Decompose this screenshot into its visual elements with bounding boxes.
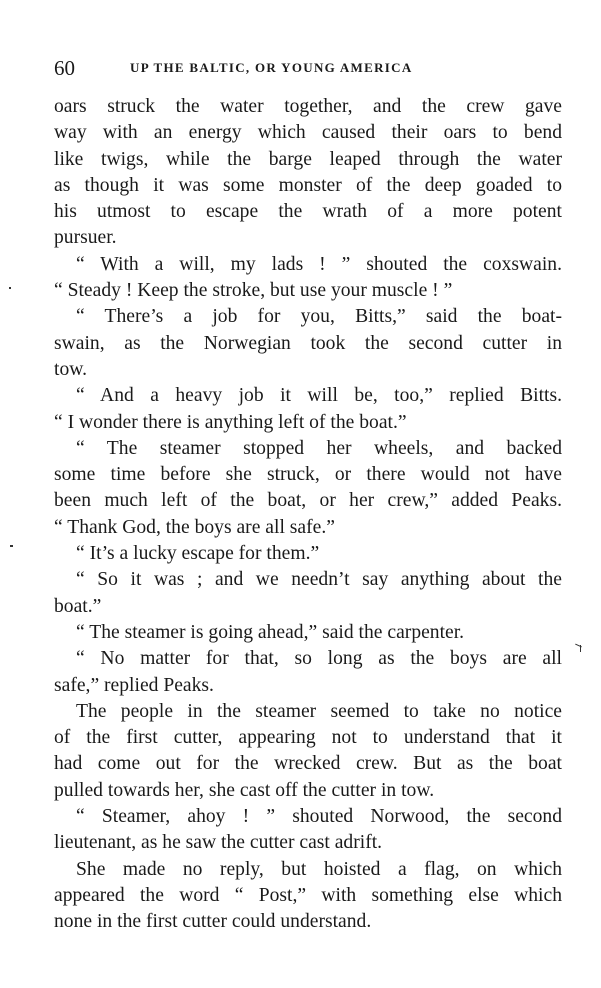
text-line: safe,” replied Peaks. [54, 674, 214, 696]
text-line: tow. [54, 358, 88, 380]
text-line: way with an energy which caused their oars to bend [54, 122, 562, 144]
text-line: The people in the steamer seemed to take no notice [76, 700, 562, 722]
text-line: as though it was some monster of the deep goaded to [54, 174, 562, 196]
page-number: 60 [54, 56, 75, 80]
text-line: pulled towards her, she cast off the cutter in tow. [54, 779, 435, 801]
text-line: “ I wonder there is anything left of the boat.” [54, 411, 407, 433]
text-line: none in the first cutter could understand. [54, 911, 372, 933]
text-line: swain, as the Norwegian took the second cutter in [54, 332, 562, 354]
text-line: “ No matter for that, so long as the boys are all [76, 648, 562, 670]
text-line: appeared the word “ Post,” with something else which [54, 884, 562, 906]
body-text [54, 94, 562, 936]
text-line: pursuer. [54, 227, 117, 249]
text-line: been much left of the boat, or her crew,” added Peaks. [54, 490, 562, 512]
text-line: oars struck the water together, and the crew gave [54, 96, 562, 117]
text-line: like twigs, while the barge leaped through the water [54, 148, 562, 170]
text-line: “ And a heavy job it will be, too,” replied Bitts. [76, 385, 562, 407]
margin-mark [9, 287, 11, 289]
text-line: “ Steady ! Keep the stroke, but use your muscle ! ” [54, 280, 453, 302]
text-line: had come out for the wrecked crew. But as the boat [54, 753, 562, 775]
text-line: “ It’s a lucky escape for them.” [76, 543, 320, 565]
text-line: “ The steamer stopped her wheels, and backed [76, 437, 562, 459]
text-line: boat.” [54, 595, 102, 617]
text-line: “ Thank God, the boys are all safe.” [54, 516, 335, 538]
page-header [54, 56, 564, 80]
text-line: “ There’s a job for you, Bitts,” said the boat- [76, 306, 562, 328]
text-line: “ Steamer, ahoy ! ” shouted Norwood, the second [76, 806, 562, 828]
text-line: his utmost to escape the wrath of a more potent [54, 201, 562, 223]
running-title: UP THE BALTIC, OR YOUNG AMERICA [130, 60, 413, 75]
text-line: lieutenant, as he saw the cutter cast adrift. [54, 832, 383, 854]
text-line: of the first cutter, appearing not to understand that it [54, 727, 562, 749]
text-line: She made no reply, but hoisted a flag, on which [76, 858, 562, 880]
text-line: “ So it was ; and we needn’t say anything about the [76, 569, 562, 591]
text-line: some time before she struck, or there would not have [54, 464, 562, 486]
margin-mark [10, 545, 13, 547]
text-line: “ The steamer is going ahead,” said the carpenter. [76, 621, 465, 643]
text-line: “ With a will, my lads ! ” shouted the coxswain. [76, 253, 562, 275]
margin-mark [580, 645, 581, 652]
